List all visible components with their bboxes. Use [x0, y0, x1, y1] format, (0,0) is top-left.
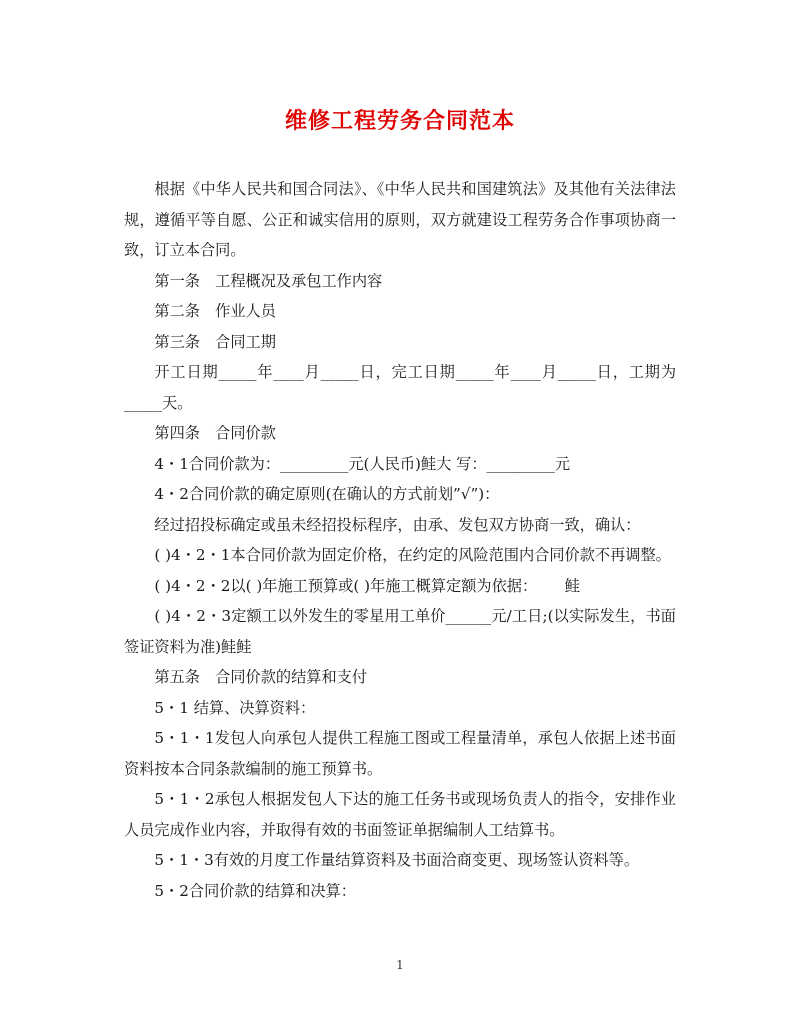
- clause-4-2: 4・2合同价款的确定原则(在确认的方式前划”√”)：: [154, 485, 500, 503]
- clause-5-2: 5・2合同价款的结算和决算：: [154, 881, 356, 900]
- pricing-principle-paragraph: 经过招投标确定或虽未经招投标程序，由承、发包双方协商一致，确认：: [154, 515, 641, 534]
- clause-5-1-3: 5・1・3有效的月度工作量结算资料及书面洽商变更、现场签认资料等。: [154, 851, 640, 869]
- document-body: [124, 174, 676, 906]
- clause-5-1-1: 5・1・1发包人向承包人提供工程施工图或工程量清单，承包人依据上述书面资料按本合同条款编制的施工预算书。: [124, 729, 676, 778]
- page-number: 1: [396, 958, 404, 972]
- document-title: 维修工程劳务合同范本: [284, 108, 515, 134]
- clause-4-1: 4・1合同价款为：_________元(人民币)鲑大 写：_________元: [154, 454, 571, 473]
- clause-5-1-2: 5・1・2承包人根据发包人下达的施工任务书或现场负责人的指令，安排作业人员完成作业内容，并取得有效的书面签证单据编制人工结算书。: [124, 790, 676, 839]
- preamble-paragraph: 根据《中华人民共和国合同法》、《中华人民共和国建筑法》及其他有关法律法规，遵循平等自愿、公正和诚实信用的原则，双方就建设工程劳务合作事项协商一致，订立本合同。: [124, 180, 676, 259]
- clause-4-2-2: ( )4・2・2以( )年施工预算或( )年施工概算定额为依据： 鲑: [154, 576, 580, 595]
- clause-5-1: 5・1 结算、决算资料：: [154, 698, 316, 717]
- article-3-heading: 第三条 合同工期: [154, 332, 276, 351]
- work-period-paragraph: 开工日期_____年____月_____日，完工日期_____年____月_____日，工期为_____天。: [124, 363, 676, 412]
- article-1-heading: 第一条 工程概况及承包工作内容: [154, 271, 383, 290]
- clause-4-2-1: ( )4・2・1本合同价款为固定价格，在约定的风险范围内合同价款不再调整。: [154, 546, 671, 564]
- article-2-heading: 第二条 作业人员: [154, 302, 276, 320]
- clause-4-2-3: ( )4・2・3定额工以外发生的零星用工单价______元/工日;(以实际发生，书面签证资料为准)鲑鲑: [124, 607, 676, 656]
- article-5-heading: 第五条 合同价款的结算和支付: [154, 668, 368, 686]
- article-4-heading: 第四条 合同价款: [154, 424, 276, 442]
